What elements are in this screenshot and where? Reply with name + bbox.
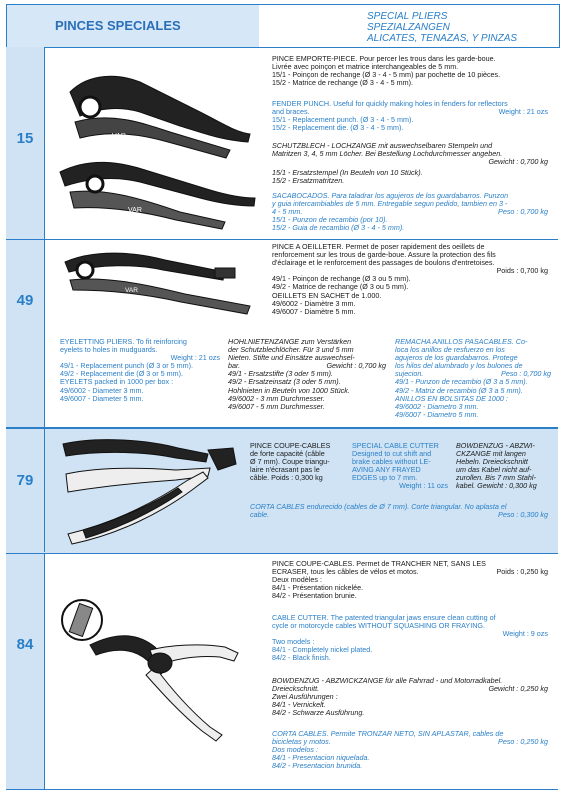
text-line: 49/6007 - Diameter 5 mm.	[60, 393, 144, 403]
text-line: EYELETS packed in 1000 per box :	[60, 377, 174, 387]
text-line: 84/1 - Completely nickel plated.	[272, 645, 373, 655]
text-line: EYELETTING PLIERS. To fit reinforcing	[60, 337, 187, 346]
text-line: 49/1 - Replacement punch (Ø 3 or 5 mm).	[60, 361, 194, 371]
text-line: zurollen. Bis 7 mm Stahl-	[456, 473, 536, 483]
text-line: CORTA CABLES. Permite TRONZAR NETO, SIN APLASTAR, cables de	[272, 729, 504, 738]
text-line: 84/1 - Presentacion niquelada.	[272, 753, 370, 763]
text-line: 15/1 - Poinçon de rechange (Ø 3 - 4 - 5 mm) par pochette de 10 pièces.	[272, 70, 501, 80]
text-line: CABLE CUTTER. The patented triangular jaws ensure clean cutting of	[272, 613, 496, 622]
text-line: CKZANGE mit langen	[456, 449, 526, 459]
text-line: 49/6007 - Diamètre 5 mm.	[272, 306, 356, 316]
s49-fr	[272, 243, 548, 316]
side-column-bottom	[6, 553, 45, 790]
text-line: 15/2 - Ersatzmatritzen.	[272, 176, 345, 186]
text-line: um das Kabel nicht auf-	[456, 465, 532, 475]
text-line: 49/6007 - Diametro 5 mm.	[395, 409, 479, 419]
text-line: kabel. Gewicht : 0,300 kg	[456, 481, 537, 491]
text-line: Nieten. Stifte und Einsätze auswechsel-	[228, 353, 355, 363]
text-line: y guia intercambiables de 5 mm. Entregable segun pedido, tambien en 3 -	[272, 199, 508, 209]
text-line: 84/2 - Presentacion brunida.	[272, 761, 363, 771]
text-line: loca los anillos de resfuerzo en los	[395, 345, 505, 355]
text-line: Ø 7 mm). Coupe triangu-	[250, 457, 330, 467]
eyeletting-pliers-image	[55, 244, 265, 324]
text-line: 15/1 - Punzon de recambio (por 10).	[272, 215, 388, 225]
text-line: 49/6007 - 5 mm Durchmesser.	[228, 401, 325, 411]
weight: Weight : 9 ozs	[502, 629, 548, 639]
text-line: 84/2 - Présentation brunie.	[272, 591, 357, 601]
text-line: 84/1 - Vernickelt.	[272, 700, 326, 710]
fender-punch-image	[50, 52, 265, 232]
text-line: ANILLOS EN BOLSITAS DE 1000 :	[395, 393, 508, 403]
text-line: SCHUTZBLECH - LOCHZANGE mit auswechselbaren Stempeln und	[272, 141, 493, 150]
s15-en	[272, 100, 548, 132]
s49-de	[228, 338, 386, 411]
text-line: 15/2 - Replacement die. (Ø 3 - 4 - 5 mm).	[272, 123, 404, 133]
text-line: Livrée avec poinçon et matrice interchangeables de 5 mm.	[272, 62, 459, 72]
header-title-en: SPECIAL PLIERS	[367, 11, 448, 22]
text-line: Dos modelos :	[272, 745, 318, 755]
text-line: de forte capacité (câble	[250, 449, 325, 459]
text-line: BOWDENZUG - ABZWI-	[456, 441, 535, 450]
s84-es	[272, 730, 548, 770]
weight: Weight : 11 ozs	[399, 481, 448, 491]
text-line: 49/2 - Replacement die (Ø 3 or 5 mm).	[60, 369, 184, 379]
text-line: laire n'écrasant pas le	[250, 465, 320, 475]
text-line: 49/6002 - Diametro 3 mm.	[395, 401, 479, 411]
weight: Poids : 0,250 kg	[496, 567, 548, 577]
text-line: Deux modèles :	[272, 575, 322, 585]
page-bottom-rule	[6, 789, 558, 790]
text-line: câble. Poids : 0,300 kg	[250, 473, 323, 483]
text-line: Designed to cut shift and	[352, 449, 432, 459]
text-line: 84/2 - Schwarze Ausführung.	[272, 708, 365, 718]
weight: Peso : 0,250 kg	[498, 737, 548, 747]
weight: Gewicht : 0,700 kg	[326, 361, 386, 371]
text-line: sujecion.	[395, 369, 424, 379]
text-line: cycle or motorcycle cables WITHOUT SQUASHING OR FRAYING.	[272, 621, 485, 631]
text-line: 15/1 - Ersatzstempel (In Beuteln von 10 Stück).	[272, 168, 423, 178]
text-line: 49/2 - Matrice de rechange (Ø 3 ou 5 mm).	[272, 282, 409, 292]
s84-en	[272, 614, 548, 663]
s79-de	[456, 442, 548, 491]
text-line: 15/1 - Replacement punch. (Ø 3 - 4 - 5 mm).	[272, 115, 414, 125]
text-line: Hebeln. Dreieckschnitt	[456, 457, 528, 467]
text-line: eyelets to holes in mudguards.	[60, 345, 158, 355]
text-line: Hohlnieten in Beuteln von 1000 Stück.	[228, 385, 350, 395]
brand-mark: VAR	[125, 287, 138, 294]
text-line: 49/6002 - Diameter 3 mm.	[60, 385, 144, 395]
text-line: Zwei Ausführungen :	[272, 692, 338, 702]
text-line: bar.	[228, 361, 241, 371]
cable-cutter-84-image	[60, 595, 245, 745]
cable-cutter-79-image	[58, 434, 238, 544]
text-line: bicicletas y motos.	[272, 737, 331, 747]
text-line: HOHLNIETENZANGE zum Verstärken	[228, 337, 352, 346]
text-line: agujeros de los guardabarros. Protege	[395, 353, 518, 363]
text-line: FENDER PUNCH. Useful for quickly making holes in fenders for reflectors	[272, 99, 508, 108]
s49-es	[395, 337, 551, 419]
text-line: REMACHA ANILLOS PASACABLES. Co-	[395, 337, 528, 346]
brand-mark: VAR	[112, 133, 126, 140]
text-line: ECRASER, tous les câbles de vélos et motos.	[272, 567, 419, 577]
header-titles-other	[367, 11, 517, 44]
weight: Peso : 0,700 kg	[501, 369, 551, 379]
s49-en	[60, 338, 220, 403]
side-cell-79	[6, 429, 45, 552]
text-line: SPECIAL CABLE CUTTER	[352, 441, 439, 450]
text-line: Two models :	[272, 637, 315, 647]
text-line: OEILLETS EN SACHET de 1.000.	[272, 290, 382, 300]
text-line: PINCE COUPE-CABLES	[250, 441, 331, 450]
header-title-panel	[7, 5, 259, 47]
text-line: renforcement sur les trous de garde-boue. Assure la protection des fils	[272, 250, 496, 260]
text-line: Matritzen 3, 4, 5 mm Löcher. Bei Bestellung Lochdurchmesser angeben.	[272, 149, 503, 159]
text-line: brake cables without LE-	[352, 457, 431, 467]
s15-fr	[272, 55, 548, 87]
item-number-84: 84	[16, 636, 34, 653]
s15-de	[272, 142, 548, 185]
s84-fr	[272, 560, 548, 600]
text-line: 49/1 - Punzon de recambio (Ø 3 a 5 mm).	[395, 377, 528, 387]
page-header	[6, 4, 560, 48]
item-number-79: 79	[16, 472, 34, 489]
weight: Peso : 0,700 kg	[498, 207, 548, 217]
s84-de	[272, 677, 548, 717]
text-line: d'éclairage et le renforcement des passages de boulons d'entretoises.	[272, 258, 495, 268]
weight: Weight : 21 ozs	[498, 107, 548, 117]
text-line: 49/6002 - 3 mm Durchmesser.	[228, 393, 325, 403]
header-title-fr: PINCES SPECIALES	[55, 18, 181, 33]
text-line: 49/2 - Ersatzeinsatz (3 oder 5 mm).	[228, 377, 341, 387]
weight: Gewicht : 0,700 kg	[488, 157, 548, 167]
header-title-de: SPEZIALZANGEN	[367, 22, 450, 33]
text-line: PINCE COUPE-CABLES. Permet de TRANCHER NET, SANS LES	[272, 559, 486, 568]
text-line: 49/2 - Matriz de recambio (Ø 3 a 5 mm).	[395, 385, 523, 395]
text-line: 15/2 - Guia de recambio (Ø 3 - 4 - 5 mm).	[272, 223, 405, 233]
text-line: los hilos del alumbrado y los bulones de	[395, 361, 523, 371]
text-line: 4 - 5 mm.	[272, 207, 303, 217]
text-line: 84/2 - Black finish.	[272, 653, 331, 663]
s79-es	[250, 503, 548, 519]
s79-fr	[250, 442, 342, 482]
text-line: and braces.	[272, 107, 310, 117]
text-line: PINCE EMPORTE-PIECE. Pour percer les trous dans les garde-boue.	[272, 54, 496, 63]
text-line: der Schutzblechlöcher. Für 3 und 5 mm	[228, 345, 354, 355]
text-line: PINCE A OEILLETER. Permet de poser rapidement des oeillets de	[272, 242, 485, 251]
s79-en	[352, 442, 448, 491]
weight: Gewicht : 0,250 kg	[488, 684, 548, 694]
text-line: Dreieckschnitt.	[272, 684, 320, 694]
text-line: 84/1 - Présentation nickelée.	[272, 583, 364, 593]
text-line: 15/2 - Matrice de rechange (Ø 3 - 4 - 5 mm).	[272, 78, 414, 88]
text-line: AVING ANY FRAYED	[352, 465, 421, 475]
item-number-49: 49	[16, 292, 34, 309]
text-line: CORTA CABLES endurecido (cables de Ø 7 mm). Corte triangular. No aplasta el	[250, 502, 507, 511]
weight: Peso : 0,300 kg	[498, 510, 548, 520]
text-line: 49/1 - Ersatzstifte (3 oder 5 mm).	[228, 369, 334, 379]
text-line: cable.	[250, 510, 270, 520]
weight: Poids : 0,700 kg	[496, 266, 548, 276]
text-line: BOWDENZUG - ABZWICKZANGE für alle Fahrrad - und Motorradkabel.	[272, 676, 503, 685]
text-line: EDGES up to 7 mm.	[352, 473, 418, 483]
s15-es	[272, 192, 548, 232]
text-line: 49/1 - Poinçon de rechange (Ø 3 ou 5 mm).	[272, 274, 411, 284]
text-line: 49/6002 - Diamètre 3 mm.	[272, 298, 356, 308]
header-title-es: ALICATES, TENAZAS, Y PINZAS	[367, 33, 518, 44]
item-number-15: 15	[16, 130, 34, 147]
brand-mark: VAR	[128, 207, 142, 214]
text-line: SACABOCADOS. Para taladrar los agujeros de los guardabarros. Punzon	[272, 191, 509, 200]
weight: Weight : 21 ozs	[170, 353, 220, 363]
